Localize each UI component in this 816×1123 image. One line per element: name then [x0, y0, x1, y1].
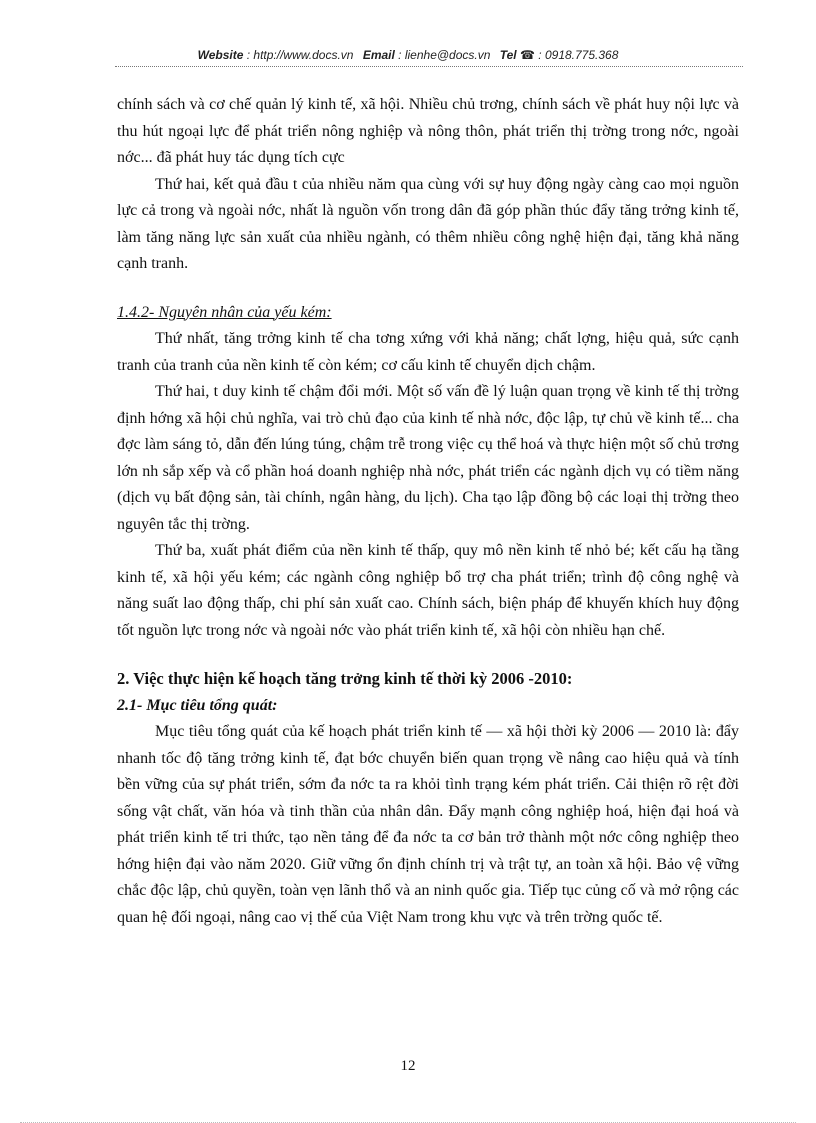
page-number: 12	[400, 1058, 416, 1074]
email-value[interactable]: : lienhe@docs.vn	[398, 48, 491, 62]
page-header	[0, 48, 816, 62]
paragraph-cause-third: Thứ ba, xuất phát điểm của nền kinh tế thấp, quy mô nền kinh tế nhỏ bé; kết cấu hạ tầng kinh tế, xã hội yếu kém; các ngành công nghiệp bổ trợ cha phát triển; trình độ công nghệ và năng suất lao động thấp, chi phí sản xuất cao. Chính sách, biện pháp để khuyến khích huy động tốt nguồn lực trong nớc và ngoài nớc vào phát triển kinh tế, xã hội còn nhiều hạn chế.	[117, 542, 739, 639]
website-value[interactable]: : http://www.docs.vn	[246, 48, 354, 62]
paragraph-cause-first: Thứ nhất, tăng trởng kinh tế cha tơng xứng với khả năng; chất lợng, hiệu quả, sức cạnh tranh của tranh của nền kinh tế còn kém; cơ cấu kinh tế chuyển dịch chậm.	[117, 330, 739, 374]
header-divider	[115, 66, 743, 67]
section-heading-2: 2. Việc thực hiện kế hoạch tăng trởng kinh tế thời kỳ 2006 -2010:	[117, 669, 573, 688]
section-heading-2-1: 2.1- Mục tiêu tổng quát:	[117, 696, 278, 714]
tel-value: : 0918.775.368	[538, 48, 619, 62]
email-label: Email	[362, 48, 395, 62]
paragraph-second-reason: Thứ hai, kết quả đầu t của nhiều năm qua cùng với sự huy động ngày càng cao mọi nguồn lực cả trong và ngoài nớc, nhất là nguồn vốn trong dân đã góp phần thúc đẩy tăng trởng kinh tế, làm tăng năng lực sản xuất của nhiều ngành, có thêm nhiều công nghệ hiện đại, tăng khả năng cạnh tranh.	[117, 175, 739, 272]
tel-label: Tel	[499, 48, 517, 62]
paragraph-continuation: chính sách và cơ chế quản lý kinh tế, xã hội. Nhiều chủ trơng, chính sách về phát huy nội lực và thu hút ngoại lực để phát triển nông nghiệp và nông thôn, phát triển thị trờng trong nớc, ngoài nớc... đã phát huy tác dụng tích cực	[117, 96, 739, 166]
document-body	[117, 92, 739, 931]
paragraph-cause-second: Thứ hai, t duy kinh tế chậm đổi mới. Một số vấn đề lý luận quan trọng về kinh tế thị trờng định hớng xã hội chủ nghĩa, vai trò chủ đạo của kinh tế nhà nớc, độc lập, tự chủ về kinh tế... cha đợc làm sáng tỏ, dẫn đến lúng túng, chậm trễ trong việc cụ thể hoá và thực hiện một số chủ trơng lớn nh sắp xếp và cổ phần hoá doanh nghiệp nhà nớc, phát triển các ngành dịch vụ có tiềm năng (dịch vụ bất động sản, tài chính, ngân hàng, du lịch). Cha tạo lập đồng bộ các loại thị trờng theo nguyên tắc thị trờng.	[117, 383, 739, 533]
paragraph-general-objective: Mục tiêu tổng quát của kế hoạch phát triển kinh tế — xã hội thời kỳ 2006 — 2010 là: đẩy nhanh tốc độ tăng trởng kinh tế, đạt bớc chuyển biến quan trọng về nâng cao hiệu quả và tính bền vững của sự phát triển, sớm đa nớc ta ra khỏi tình trạng kém phát triển. Cải thiện rõ rệt đời sống vật chất, văn hóa và tinh thần của nhân dân. Đẩy mạnh công nghiệp hoá, hiện đại hoá và phát triển kinh tế tri thức, tạo nền tảng để đa nớc ta cơ bản trở thành một nớc công nghiệp theo hớng hiện đại vào năm 2020. Giữ vững ổn định chính trị và trật tự, an toàn xã hội. Bảo vệ vững chắc độc lập, chủ quyền, toàn vẹn lãnh thổ và an ninh quốc gia. Tiếp tục củng cố và mở rộng các quan hệ đối ngoại, nâng cao vị thế của Việt Nam trong khu vực và trên trờng quốc tế.	[117, 723, 739, 926]
phone-icon: ☎	[520, 48, 535, 62]
website-label: Website	[197, 48, 244, 62]
section-heading-1-4-2: 1.4.2- Nguyên nhân của yếu kém:	[117, 303, 332, 321]
